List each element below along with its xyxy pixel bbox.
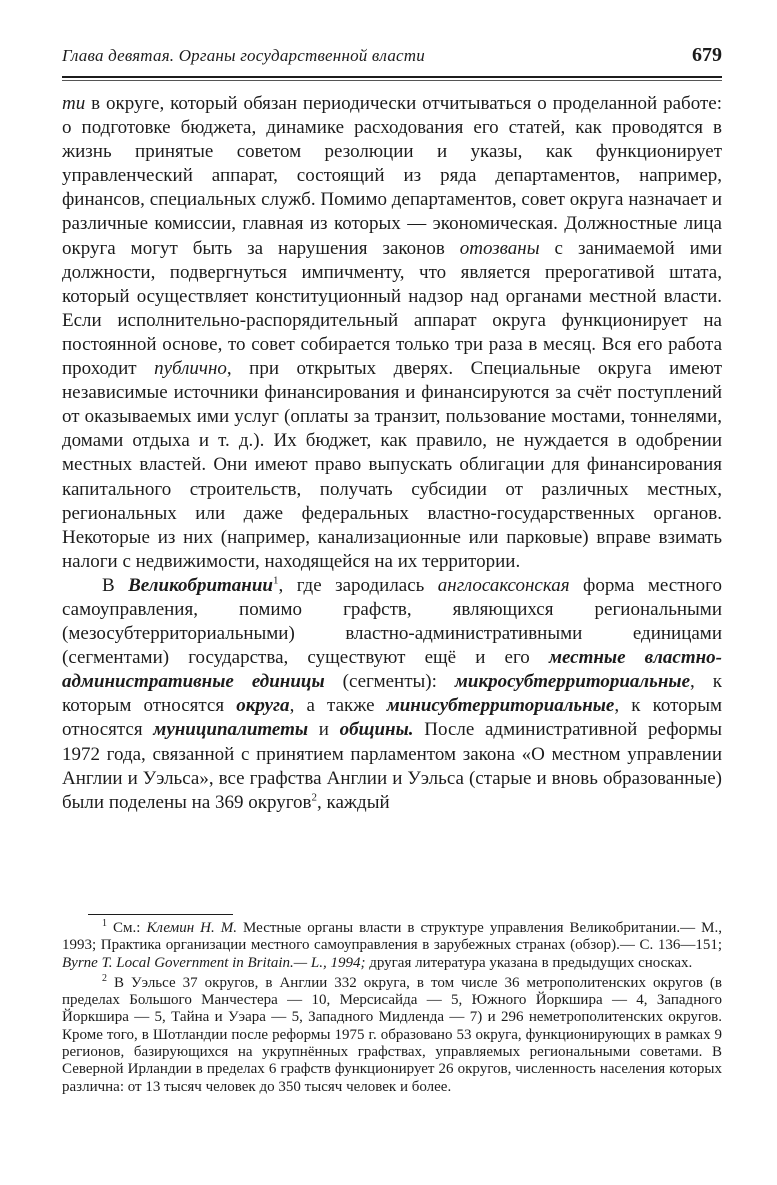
paragraph-2-text-1: В (102, 574, 129, 596)
header-rule-thin (62, 80, 722, 81)
footnote-1-author: Клемин Н. М. (146, 920, 238, 936)
running-title: Глава девятая. Органы государственной власти (62, 46, 425, 65)
footnote-rule (88, 914, 233, 915)
term-mini: минисубтерриториальные (386, 695, 615, 717)
paragraph-1-text-b: с занимаемой ими должности, подвергнуться импичменту, что является прерогативой штата, который осуществляет конституционный надзор над органами местной власти. Если исполнительно-распорядительный аппарат округа функционирует на постоянной основе, то совет собирается только три раза в месяц. Вся его работа проходит (62, 237, 722, 380)
paragraph-1-italic-start: ти (62, 93, 86, 114)
footnote-1-text-1: См.: (107, 920, 147, 936)
footnote-1-text-2: Местные органы власти в структуре управления Великобритании.— М., 1993; Практика организации местного самоуправления в зарубежных странах (обзор).— С. 136—151; (62, 920, 722, 954)
term-great-britain: Великобритании (128, 574, 273, 596)
footnotes (62, 920, 722, 1096)
footnote-1-text-3: другая литература указана в предыдущих сносках. (365, 954, 693, 971)
footnote-1-reference: Byrne T. Local Government in Britain.— L., 1994; (62, 954, 366, 971)
term-micro: микросубтерриториальные (454, 671, 691, 693)
footnote-2-text: В Уэльсе 37 округов, в Англии 332 округа, в том числе 36 метрополитенских округов (в пределах Большого Манчестера — 10, Мерсисайда — 5, Южного Йоркшира — 4, Западного Йоркшира — 5, Тайна и Уэара — 5, Западного Мидленда — 7) и 296 неметрополитенских округов. Кроме того, в Шотландии после реформы 1975 г. образовано 53 округа, функционирующих в рамках 9 регионов, базирующихся на укрупнённых графствах, управляемых региональными советами. В Северной Ирландии в пределах 6 графств функционирует 26 округов, численность населения которых различна: от 13 тысяч человек до 350 тысяч человек и более. (62, 974, 722, 1095)
term-anglo-saxon: англосаксонская (437, 574, 570, 596)
paragraph-1 (62, 92, 722, 574)
footnote-1 (62, 920, 722, 972)
footnote-2-mark: 2 (102, 972, 107, 984)
footnote-ref-1[interactable]: 1 (273, 574, 279, 587)
paragraph-1-italic-recalled: отозваны (459, 237, 540, 259)
paragraph-2-text-9: , к которым относятся (62, 671, 722, 717)
term-local-units: местные властно-административные единицы (62, 647, 722, 693)
running-head (62, 44, 722, 74)
term-municipalities: муниципалитеты (153, 719, 309, 741)
header-rule (62, 76, 722, 78)
footnote-1-mark: 1 (102, 918, 107, 929)
paragraph-2-text-7: (сегменты): (324, 671, 455, 693)
paragraph-2-text-3: , где зародилась (278, 574, 438, 596)
paragraph-2-text-17: После административной реформы 1972 года, связанной с принятием парламентом закона «О местном управлении Англии и Уэльса», все графства Англии и Уэльса (старые и вновь образованные) были поделены на 369 округов (62, 719, 723, 813)
term-communities: общины. (339, 719, 414, 741)
page-number: 679 (692, 44, 722, 66)
term-districts: округа (236, 695, 290, 717)
paragraph-2 (62, 574, 722, 815)
paragraph-1-text-c: , при открытых дверях. Специальные округа имеют независимые источники финансирования и финансируются за счёт поступлений от оказываемых ими услуг (оплаты за транзит, пользование мостами, тоннелями, домами отдыха и т. д.). Их бюджет, как правило, не нуждается в одобрении местных властей. Они имеют право выпускать облигации для финансирования капитального строительств, получать субсидии от различных местных, региональных или даже федеральных властно-государственных органов. Некоторые из них (например, канализационные или парковые) вправе взимать налоги с недвижимости, находящейся на их территории. (62, 358, 722, 572)
paragraph-2-text-18: , каждый (317, 791, 390, 813)
footnote-2 (62, 972, 722, 1096)
paragraph-1-italic-public: публично (154, 358, 227, 380)
footnote-ref-2[interactable]: 2 (311, 791, 318, 804)
paragraph-1-text-a: в округе, который обязан периодически отчитываться о проделанной работе: о подготовке бюджета, динамике расходования его статей, как проводятся в жизнь принятые советом резолюции и указы, как функционирует управленческий аппарат, состоящий из ряда департаментов, например, финансов, специальных служб. Помимо департаментов, совет округа назначает и различные комиссии, главная из которых — экономическая. Должностные лица округа могут быть за нарушения законов (62, 93, 722, 259)
paragraph-2-text-15: и (308, 719, 340, 741)
paragraph-2-text-5: форма местного самоуправления, помимо графств, являющихся региональными (мезосубтерриториальными) властно-административными единицами (сегментами) государства, существуют ещё и его (62, 574, 722, 669)
paragraph-2-text-11: , а также (289, 695, 387, 717)
paragraph-2-text-13: , к которым относятся (62, 695, 722, 741)
main-text (62, 92, 722, 815)
